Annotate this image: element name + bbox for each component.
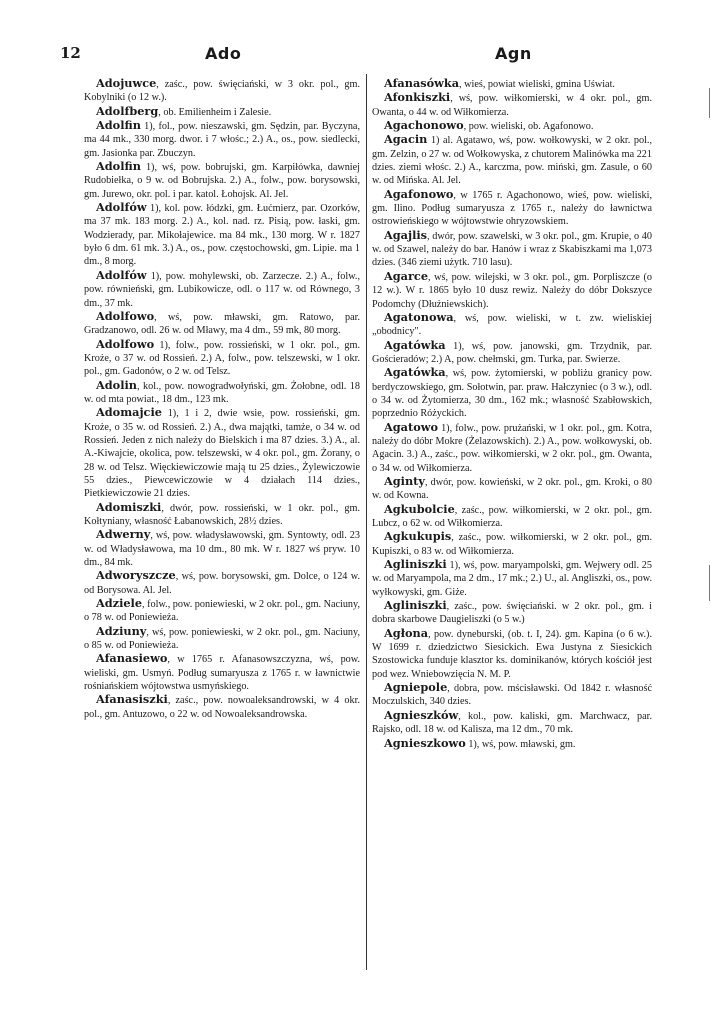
- entry-headword: Afonkiszki: [384, 90, 451, 105]
- gazetteer-entry: [372, 119, 652, 133]
- entry-text: , w 1765 r. Agachonowo, wieś, pow. wieliski, gm. Ilino. Podług sumaryusza z 1765 r., należy do ławnictwa ostrowieńskiego w wójtowstwie ohryzowskiem.: [372, 189, 652, 228]
- entry-headword: Agliniszki: [384, 598, 447, 613]
- gazetteer-entry: [372, 270, 652, 311]
- entry-text: 1), fol., pow. nieszawski, gm. Sędzin, par. Byczyna, ma 44 mk., 330 morg. dwor. i 7 włośc.; 2.) A., os., pow. siedlecki, gm. Jasionka par. Zbuczyn.: [84, 121, 360, 159]
- entry-text: , ob. Emilienheim i Zalesie.: [158, 106, 272, 118]
- entry-headword: Agachonowo: [384, 118, 464, 133]
- entry-text: , wś, pow. wiłkomierski, w 4 okr. pol., gm. Owanta, o 44 w. od Wiłkomierza.: [372, 93, 652, 118]
- entry-headword: Adolfin: [96, 159, 141, 174]
- gazetteer-entry: [372, 709, 652, 737]
- entry-text: 1) al. Agatawo, wś, pow. wołkowyski, w 2 okr. pol., gm. Zelzin, o 27 w. od Wołkowyska, z chutorem Malinówka ma 221 dzies. ziemi włośc. 2.) A., karczma, pow. miński, gm. Zasule, o 60 w. od Mińska. Al. Jel.: [372, 135, 652, 187]
- entry-headword: Agarce: [384, 268, 429, 283]
- entry-headword: Adolfowo: [96, 308, 155, 323]
- entry-text: , dwór, pow. rossieński, w 1 okr. pol., gm. Kołtyniany, własność Łabanowskich, 28½ dzies.: [84, 502, 360, 527]
- gazetteer-entry: [84, 338, 360, 379]
- entry-text: , pow. wieliski, ob. Agafonowo.: [463, 121, 594, 133]
- entry-text: , kol., pow. kaliski, gm. Marchwacz, par. Rajsko, odl. 18 w. od Kalisza, ma 12 dm., 70 mk.: [372, 710, 652, 736]
- gazetteer-entry: [372, 737, 652, 751]
- gazetteer-entry: [84, 105, 360, 119]
- entry-text: , kol., pow. nowogradwołyński, gm. Żołobne, odl. 18 w. od mta powiat., 18 dm., 123 mk.: [84, 380, 360, 405]
- gazetteer-entry: [372, 229, 652, 270]
- gazetteer-entry: [372, 366, 652, 420]
- gazetteer-entry: [84, 310, 360, 338]
- entry-headword: Agkukupis: [384, 529, 452, 544]
- gazetteer-entry: [372, 599, 652, 627]
- page-number: 12: [60, 44, 81, 62]
- entry-text: 1), folw., pow. prużański, w 1 okr. pol., gm. Kotra, należy do dóbr Mokre (Żelazowskich). 2.) A., pow. wołkowyski, ob. Agacin. 3.) A., zaśc., pow. wiłkomierski, w 2 okr. pol., gm. Owanta, o 34 w. od Wiłkomierza.: [372, 422, 652, 474]
- entry-headword: Agajlis: [384, 227, 428, 242]
- entry-headword: Adziuny: [96, 623, 147, 638]
- gazetteer-entry: [372, 530, 652, 558]
- entry-text: , wś, pow. wilejski, w 3 okr. pol., gm. Porpliszcze (o 12 w.). W r. 1865 było 10 dusz rewiz. Należy do dóbr Dokszyce Podomchy (Dłużniewskich).: [372, 271, 652, 310]
- gazetteer-entry: [84, 528, 360, 569]
- gazetteer-entry: [372, 188, 652, 229]
- entry-headword: Agnieszkowo: [384, 735, 466, 750]
- entry-text: 1), pow. mohylewski, ob. Zarzecze. 2.) A., folw., pow. równieński, gm. Lubikowicze, odl. o 117 w. od Równego, 3 dm., 37 mk.: [84, 270, 360, 309]
- entry-headword: Agłona: [384, 625, 429, 640]
- entry-headword: Afanasówka: [384, 76, 460, 90]
- gazetteer-entry: [84, 160, 360, 201]
- entry-headword: Adomiszki: [96, 499, 162, 514]
- gazetteer-entry: [84, 201, 360, 269]
- gazetteer-entry: [372, 503, 652, 531]
- column-divider: [366, 74, 367, 970]
- entry-text: , dwór, pow. kowieński, w 2 okr. pol., gm. Kroki, o 80 w. od Kowna.: [372, 476, 652, 502]
- gazetteer-entry: [84, 501, 360, 529]
- entry-text: , wś, pow. wieliski, w t. zw. wieliskiej „obodnicy".: [372, 312, 652, 338]
- entry-headword: Afanasiewo: [96, 651, 168, 666]
- entry-headword: Agnieszków: [384, 707, 459, 722]
- entry-text: , wś, pow. żytomierski, w pobliżu granicy pow. berdyczowskiego, gm. Sołotwin, par. praw. Hałczyniec (o 3 w.), odl. o 34 w. od Żytomierza, 30 dm., 162 mk.; własność Szabłowskich, poprzednio Różyckich.: [372, 368, 652, 420]
- entry-text: , wieś, powiat wieliski, gmina Uświat.: [459, 79, 615, 90]
- entry-text: 1), wś, pow. maryampolski, gm. Wejwery odl. 25 w. od Maryampola, ma 2 dm., 17 mk.; 2.) U., al. Angliszki, os., pow. wyłkowyski, gm. Giże.: [372, 560, 652, 598]
- entry-headword: Adwerny: [96, 527, 151, 542]
- entry-text: , wś, pow. borysowski, gm. Dolce, o 124 w. od Borysowa. Al. Jel.: [84, 571, 360, 596]
- entry-text: , zaśc., pow. nowoaleksandrowski, w 4 okr. pol., gm. Antuzowo, o 22 w. od Nowoaleksandrowska.: [84, 695, 360, 720]
- entry-text: , wś, pow. władysławowski, gm. Syntowty, odl. 23 w. od Władysławowa, ma 10 dm., 80 mk. W r. 1827 wś pryw. 10 dm., 84 mk.: [84, 530, 360, 569]
- running-head-right: Agn: [495, 44, 532, 63]
- gazetteer-entry: [84, 77, 360, 105]
- entry-text: 1), wś, pow. mławski, gm.: [465, 738, 576, 750]
- margin-mark: [709, 88, 710, 118]
- entry-headword: Afanasiszki: [96, 692, 168, 707]
- gazetteer-entry: [84, 569, 360, 597]
- entry-headword: Adolfów: [96, 267, 147, 282]
- entry-text: , dwór, pow. szawelski, w 3 okr. pol., gm. Krupie, o 40 w. od Szawel, należy do bar. Hanów i wraz z Skabiszkami ma 1,073 dzies. (346 ziemi użytk. 710 lasu).: [372, 230, 652, 269]
- gazetteer-entry: [372, 133, 652, 187]
- gazetteer-entry: [372, 311, 652, 339]
- right-column: [372, 77, 652, 751]
- gazetteer-entry: [84, 406, 360, 500]
- entry-headword: Agacin: [384, 132, 428, 147]
- entry-headword: Adolfowo: [96, 336, 155, 351]
- entry-text: , zaśc., pow. wiłkomierski, w 2 okr. pol., gm. Kupiszki, o 83 w. od Wiłkomierza.: [372, 532, 652, 557]
- entry-text: 1), 1 i 2, dwie wsie, pow. rossieński, gm. Kroże, o 35 w. od Rossień. 2.) A., dwa majątki, tamże, o 34 w. od Rossień. Jeden z nich należy do Bielskich i ma 87 dzies. 3.) A., al. A.-Kiwajcie, okolica, pow. telszewski, w 4 okr. pol., gm. Żorany, o 28 w. od Telsz. Więckiewiczowie mają tu 25 dzies., Żylewiczowie 55 dzies., Piewcewiczowie w 4 działach 114 dzies., Pietkiewiczowie 21 dzies.: [84, 408, 360, 500]
- entry-headword: Agafonowo: [384, 186, 454, 201]
- gazetteer-entry: [84, 597, 360, 625]
- entry-headword: Aginty: [384, 473, 425, 488]
- entry-headword: Agliniszki: [384, 557, 447, 572]
- entry-headword: Adojuwce: [96, 76, 157, 90]
- entry-headword: Adziele: [96, 596, 143, 611]
- gazetteer-entry: [372, 627, 652, 681]
- gazetteer-entry: [372, 339, 652, 367]
- entry-text: , pow. dyneburski, (ob. t. I, 24). gm. Kapina (o 6 w.). W 1699 r. dziedzictwo Siesickich. Ewa Justyna z Siesickich Szostowicka funduje klasztor ks. dominikanów, których kościół jest pod wez. Wniebowzięcia N. M. P.: [372, 628, 652, 680]
- gazetteer-entry: [372, 91, 652, 119]
- gazetteer-entry: [372, 558, 652, 599]
- entry-text: 1), wś, pow. bobrujski, gm. Karpiłówka, dawniej Rudobiełka, o 9 w. od Bobrujska. 2.) A., folw., pow. borysowski, gm. Jurewo, okr. pol. i par. katol. Łohojsk. Al. Jel.: [84, 162, 360, 200]
- running-head-left: Ado: [205, 44, 242, 63]
- entry-text: , folw., pow. poniewieski, w 2 okr. pol., gm. Naciuny, o 78 w. od Poniewieża.: [84, 599, 360, 624]
- gazetteer-entry: [84, 119, 360, 160]
- gazetteer-entry: [372, 77, 652, 91]
- entry-text: , w 1765 r. Afanasowszczyzna, wś, pow. wieliski, gm. Usmyń. Podług sumaryusza z 1765 r. w ławnictwie rośniańskiem wójtowstwa usmyńskiego.: [84, 654, 360, 693]
- entry-text: , zaśc., pow. święciański. w 2 okr. pol., gm. i dobra skarbowe Daugieliszki (o 5 w.): [372, 601, 652, 626]
- entry-headword: Adomajcie: [96, 405, 162, 420]
- entry-text: 1), folw., pow. rossieński, w 1 okr. pol., gm. Kroże, o 37 w. od Rossień. 2.) A, folw., pow. telszewski, w 1 okr. pol., gm. Gadonów, o 2 w. od Telsz.: [84, 339, 360, 378]
- entry-headword: Agkubolcie: [384, 501, 455, 516]
- page-header: [0, 44, 720, 64]
- gazetteer-entry: [84, 379, 360, 407]
- gazetteer-entry: [84, 693, 360, 721]
- gazetteer-entry: [84, 625, 360, 653]
- entry-headword: Adolfów: [96, 200, 147, 215]
- gazetteer-entry: [84, 269, 360, 310]
- entry-text: , wś, pow. mławski, gm. Ratowo, par. Gradzanowo, odl. 26 w. od Mławy, ma 4 dm., 59 mk, 80 morg.: [84, 311, 360, 337]
- entry-headword: Agatonowa: [384, 309, 454, 324]
- gazetteer-entry: [372, 475, 652, 503]
- entry-headword: Adolin: [96, 377, 137, 392]
- entry-headword: Adworyszcze: [96, 568, 176, 583]
- entry-text: , dobra, pow. mścisławski. Od 1842 r. własność Moczulskich, 340 dzies.: [372, 683, 652, 708]
- gazetteer-entry: [84, 652, 360, 693]
- gazetteer-entry: [372, 681, 652, 709]
- entry-headword: Adolfin: [96, 118, 141, 133]
- entry-headword: Agatówka: [384, 337, 446, 352]
- entry-headword: Agatówka: [384, 365, 446, 380]
- left-column: [84, 77, 360, 721]
- entry-text: , zaśc., pow. święciański, w 3 okr. pol., gm. Kobylniki (o 12 w.).: [84, 79, 360, 104]
- entry-text: , zaśc., pow. wiłkomierski, w 2 okr. pol., gm. Lubcz, o 62 w. od Wiłkomierza.: [372, 504, 652, 529]
- entry-headword: Adolfberg: [96, 103, 159, 118]
- entry-headword: Agniepole: [384, 680, 448, 695]
- entry-text: 1), wś, pow. janowski, gm. Trzydnik, par. Gościeradów; 2.) A, pow. chełmski, gm. Turka, par. Swierze.: [372, 340, 652, 365]
- margin-mark: [709, 565, 710, 601]
- gazetteer-entry: [372, 421, 652, 475]
- entry-headword: Agatowo: [384, 419, 438, 434]
- entry-text: , wś, pow. poniewieski, w 2 okr. pol., gm. Naciuny, o 85 w. od Poniewieża.: [84, 626, 360, 652]
- entry-text: 1), kol. pow. łódzki, gm. Łućmierz, par. Ozorków, ma 37 mk. 183 morg. 2.) A., kol. nad. rz. Pisią, pow. łaski, gm. Wodzierady, par. Mikołajewice. ma 84 mk., 130 morg. W r. 1827 było 6 dm. 61 mk. 3.) A., os., pow. częstochowski, gm. Lipie. ma 1 dm., 8 morg.: [84, 203, 360, 268]
